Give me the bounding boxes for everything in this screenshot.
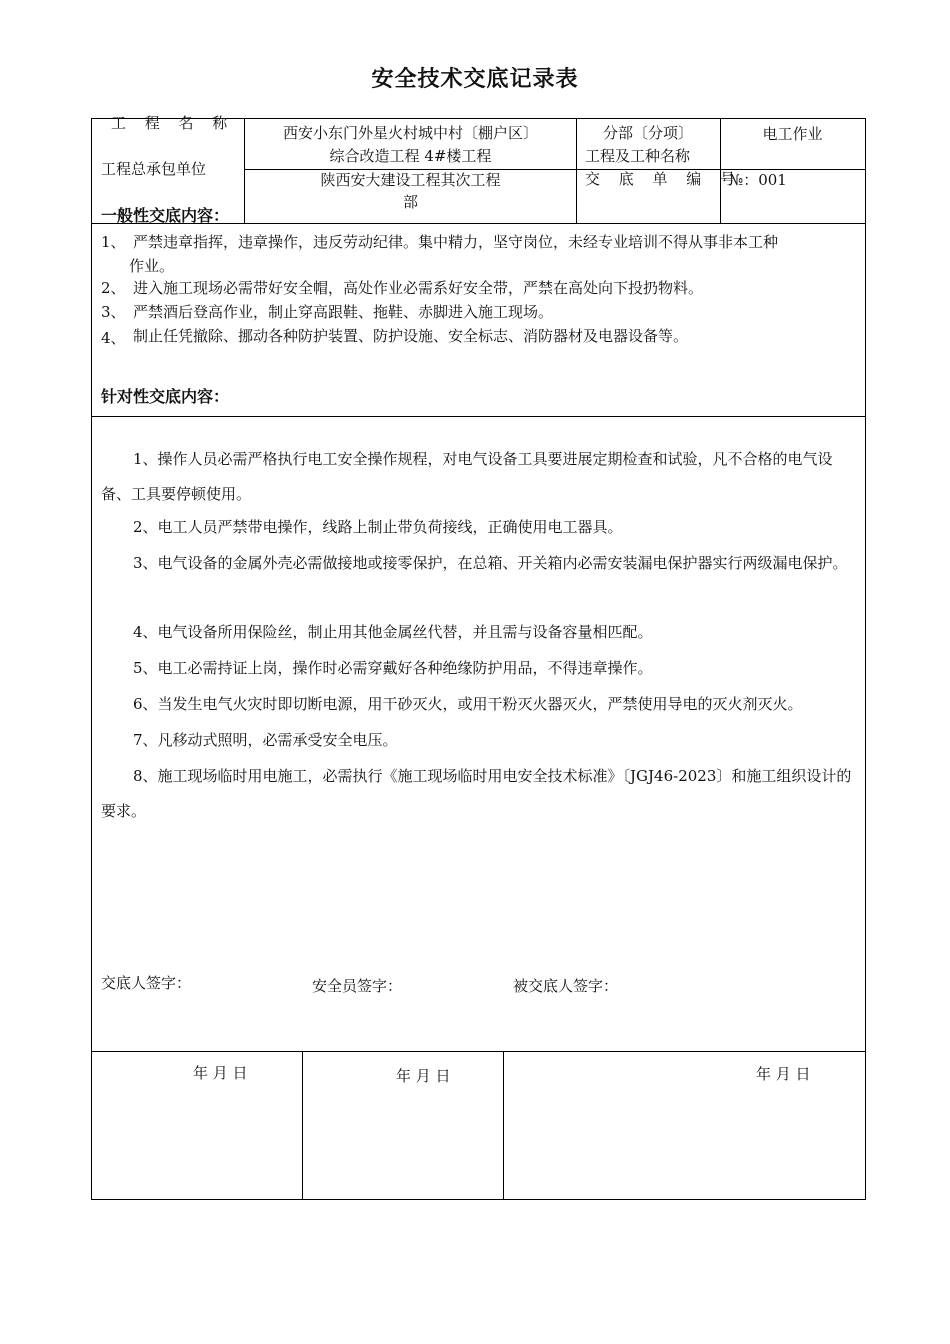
general-item-number: 4、 <box>101 329 126 347</box>
discloser-signature-label: 交底人签字： <box>101 974 192 992</box>
table-right-border <box>865 118 866 1200</box>
division-label-line1: 分部〔分项〕 <box>602 124 693 142</box>
division-value: 电工作业 <box>762 125 823 143</box>
general-item-number: 3、 <box>101 303 126 321</box>
specific-item: 3、电气设备的金属外壳必需做接地或接零保护，在总箱、开关箱内必需安装漏电保护器实行两级漏电保护。 <box>133 554 848 572</box>
general-item-text: 严禁违章指挥，违章操作，违反劳动纪律。集中精力，坚守岗位，未经专业培训不得从事非本工种 <box>133 233 779 251</box>
specific-item: 2、电工人员严禁带电操作，线路上制止带负荷接线，正确使用电工器具。 <box>133 518 623 536</box>
general-item-text: 严禁酒后登高作业，制止穿高跟鞋、拖鞋、赤脚进入施工现场。 <box>133 303 554 321</box>
date-col-divider-2 <box>503 1051 504 1200</box>
specific-heading: 针对性交底内容： <box>101 387 230 406</box>
safety-officer-signature-label: 安全员签字： <box>312 977 403 995</box>
specific-item: 1、操作人员必需严格执行电工安全操作规程，对电气设备工具要进展定期检查和试验，凡不合格的电气设备、工具要停顿使用。 <box>101 450 833 503</box>
table-left-border <box>91 118 92 1200</box>
contractor-value-line1: 陕西安大建设工程其次工程 <box>320 171 501 189</box>
contractor-value-line2: 部 <box>402 193 418 211</box>
project-name-value-line2: 综合改造工程 4#楼工程 <box>329 147 492 165</box>
date-field-discloser: 年 月 日 <box>193 1064 248 1082</box>
general-item-number: 1、 <box>101 233 126 251</box>
specific-item: 4、电气设备所用保险丝，制止用其他金属丝代替，并且需与设备容量相匹配。 <box>133 623 653 641</box>
signature-row-top <box>91 1051 866 1052</box>
specific-item: 5、电工必需持证上岗，操作时必需穿戴好各种绝缘防护用品，不得违章操作。 <box>133 659 653 677</box>
date-field-safety-officer: 年 月 日 <box>396 1067 451 1085</box>
specific-item: 7、凡移动式照明，必需承受安全电压。 <box>133 731 398 749</box>
general-item-text-cont: 作业。 <box>129 257 175 275</box>
general-item-text: 进入施工现场必需带好安全帽，高处作业必需系好安全带，严禁在高处向下投扔物料。 <box>133 279 704 297</box>
general-item-text: 制止任凭撤除、挪动各种防护装置、防护设施、安全标志、消防器材及电器设备等。 <box>133 327 689 345</box>
specific-item: 6、当发生电气火灾时即切断电源，用干砂灭火，或用干粉灭火器灭火，严禁使用导电的灭火剂灭火。 <box>133 695 803 713</box>
specific-item: 8、施工现场临时用电施工，必需执行《施工现场临时用电安全技术标准》〔JGJ46-2023〕和施工组织设计的要求。 <box>101 767 852 820</box>
division-label-line2: 工程及工种名称 <box>585 147 691 165</box>
date-field-recipient: 年 月 日 <box>756 1065 811 1083</box>
general-item-number: 2、 <box>101 279 126 297</box>
general-heading: 一般性交底内容： <box>101 206 230 225</box>
recipient-signature-label: 被交底人签字： <box>513 977 619 995</box>
project-name-value-line1: 西安小东门外星火村城中村〔棚户区〕 <box>282 124 538 142</box>
project-name-label: 工 程 名 称 <box>111 114 235 132</box>
general-section-bottom <box>91 416 866 417</box>
doc-number-value: №：001 <box>729 171 787 189</box>
document-title: 安全技术交底记录表 <box>371 67 579 92</box>
contractor-label: 工程总承包单位 <box>101 160 207 178</box>
doc-number-label: 交 底 单 编 号 <box>585 170 743 188</box>
table-bottom-border <box>91 1199 866 1200</box>
date-col-divider-1 <box>302 1051 303 1200</box>
